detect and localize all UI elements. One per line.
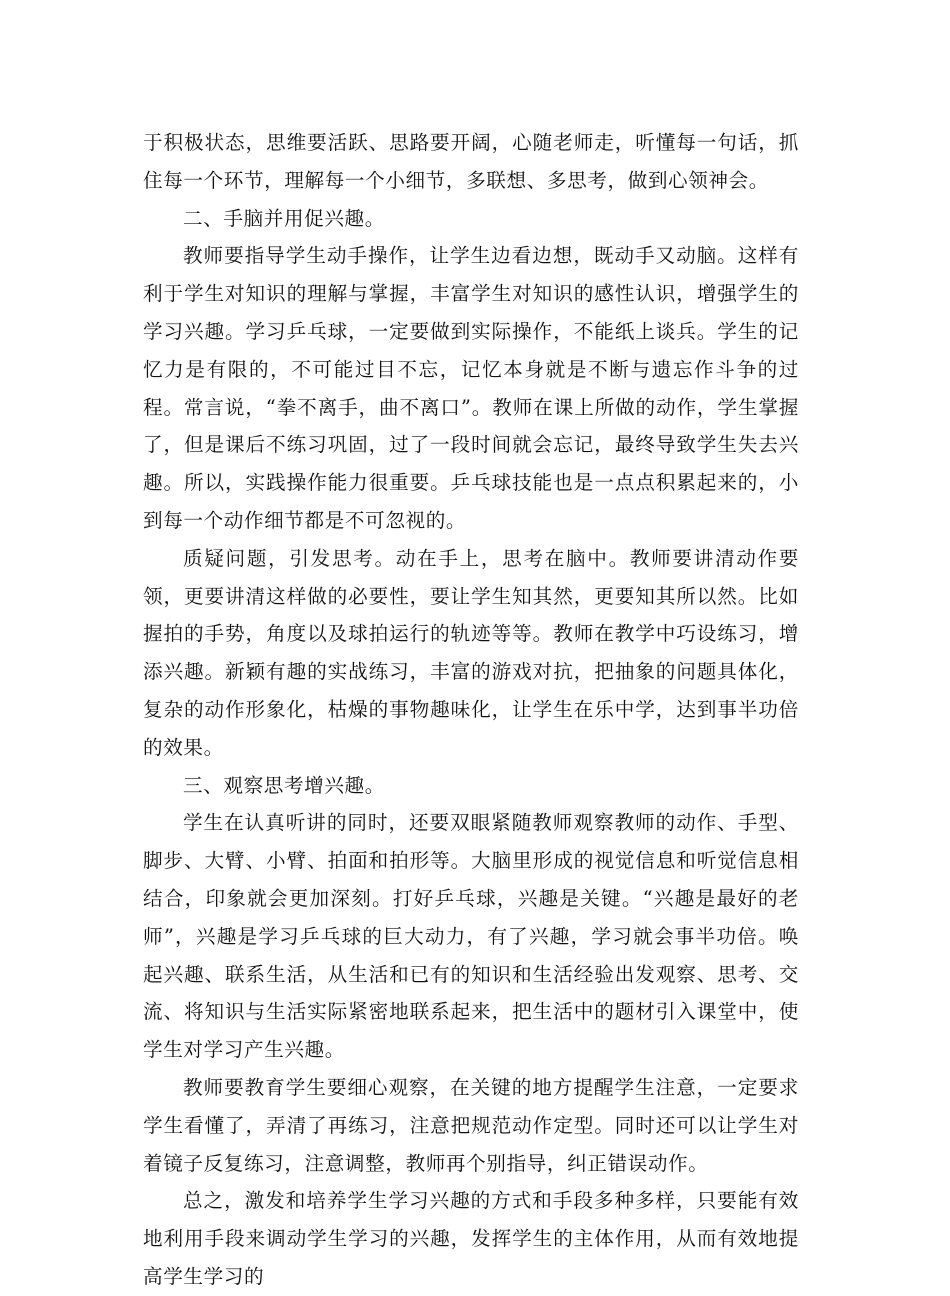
- paragraph: 教师要指导学生动手操作，让学生边看边想，既动手又动脑。这样有利于学生对知识的理解与掌握，丰富学生对知识的感性认识，增强学生的学习兴趣。学习乒乓球，一定要做到实际操作，不能纸上谈兵。学生的记忆力是有限的，不可能过目不忘，记忆本身就是不断与遗忘作斗争的过程。常言说，“拳不离手，曲不离口”。教师在课上所做的动作，学生掌握了，但是课后不练习巩固，过了一段时间就会忘记，最终导致学生失去兴趣。所以，实践操作能力很重要。乒乓球技能也是一点点积累起来的，小到每一个动作细节都是不可忽视的。: [143, 244, 799, 532]
- paragraph: 总之，激发和培养学生学习兴趣的方式和手段多种多样，只要能有效地利用手段来调动学生学习的兴趣，发挥学生的主体作用，从而有效地提高学生学习的: [143, 1189, 799, 1288]
- paragraph: 质疑问题，引发思考。动在手上，思考在脑中。教师要讲清动作要领，更要讲清这样做的必要性，要让学生知其然，更要知其所以然。比如握拍的手势，角度以及球拍运行的轨迹等等。教师在教学中巧设练习，增添兴趣。新颖有趣的实战练习，丰富的游戏对抗，把抽象的问题具体化，复杂的动作形象化，枯燥的事物趣味化，让学生在乐中学，达到事半功倍的效果。: [143, 546, 799, 759]
- section-heading-2: 二、手脑并用促兴趣。: [183, 206, 385, 230]
- paragraph-continuation: 于积极状态，思维要活跃、思路要开阔，心随老师走，听懂每一句话，抓住每一个环节，理解每一个小细节，多联想、多思考，做到心领神会。: [143, 131, 799, 192]
- paragraph: 学生在认真听讲的同时，还要双眼紧随教师观察教师的动作、手型、脚步、大臂、小臂、拍面和拍形等。大脑里形成的视觉信息和听觉信息相结合，印象就会更加深刻。打好乒乓球，兴趣是关键。“兴趣是最好的老师”，兴趣是学习乒乓球的巨大动力，有了兴趣，学习就会事半功倍。唤起兴趣、联系生活，从生活和已有的知识和生活经验出发观察、思考、交流、将知识与生活实际紧密地联系起来，把生活中的题材引入课堂中，使学生对学习产生兴趣。: [143, 811, 799, 1062]
- paragraph: 教师要教育学生要细心观察，在关键的地方提醒学生注意，一定要求学生看懂了，弄清了再练习，注意把规范动作定型。同时还可以让学生对着镜子反复练习，注意调整，教师再个别指导，纠正错误动作。: [143, 1075, 799, 1175]
- document-body: [143, 124, 799, 1296]
- section-heading-3: 三、观察思考增兴趣。: [183, 773, 385, 797]
